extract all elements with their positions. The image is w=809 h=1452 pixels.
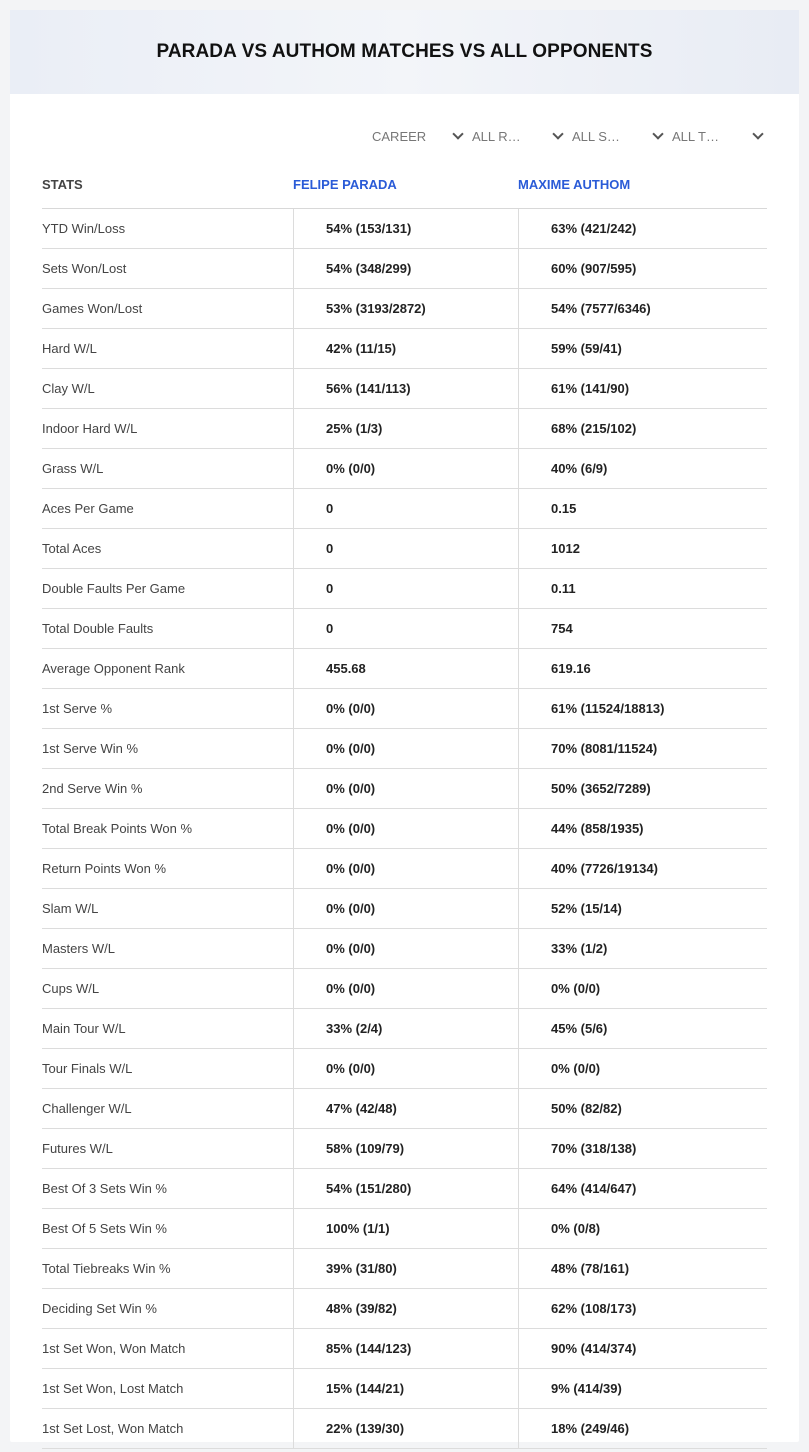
stat-label: Double Faults Per Game: [42, 581, 186, 596]
table-body: [42, 209, 767, 1449]
header-stats: STATS: [42, 176, 83, 192]
table-row: [42, 249, 767, 289]
player2-value: 48% (78/161): [518, 1249, 767, 1288]
table-row: [42, 289, 767, 329]
player2-value: 50% (3652/7289): [518, 769, 767, 808]
stat-label: Indoor Hard W/L: [42, 421, 138, 436]
player1-value: 100% (1/1): [293, 1209, 518, 1248]
filter-bar: [366, 126, 766, 146]
table-row: [42, 329, 767, 369]
player2-value: 40% (7726/19134): [518, 849, 767, 888]
table-row: [42, 689, 767, 729]
stat-label: Challenger W/L: [42, 1101, 132, 1116]
player1-value: 0% (0/0): [293, 929, 518, 968]
player1-value: 0% (0/0): [293, 689, 518, 728]
player2-value: 61% (141/90): [518, 369, 767, 408]
player1-value: 25% (1/3): [293, 409, 518, 448]
player2-value: 63% (421/242): [518, 209, 767, 248]
player2-value: 59% (59/41): [518, 329, 767, 368]
stat-label: Tour Finals W/L: [42, 1061, 133, 1076]
table-row: [42, 1289, 767, 1329]
stat-label: Return Points Won %: [42, 861, 167, 876]
player1-value: 53% (3193/2872): [293, 289, 518, 328]
player2-value: 0.11: [518, 569, 767, 608]
table-row: [42, 1009, 767, 1049]
table-row: [42, 409, 767, 449]
stat-label: Deciding Set Win %: [42, 1301, 157, 1316]
stat-label: 1st Set Won, Won Match: [42, 1341, 186, 1356]
table-row: [42, 1089, 767, 1129]
player2-value: 45% (5/6): [518, 1009, 767, 1048]
player2-value: 68% (215/102): [518, 409, 767, 448]
table-row: [42, 449, 767, 489]
player1-value: 54% (151/280): [293, 1169, 518, 1208]
filter-period-label: CAREER: [372, 128, 427, 144]
filter-period-select[interactable]: [366, 126, 466, 146]
player2-value: 0% (0/0): [518, 1049, 767, 1088]
table-row: [42, 1369, 767, 1409]
table-header: [42, 160, 767, 209]
player1-value: 22% (139/30): [293, 1409, 518, 1448]
header-player1-link[interactable]: FELIPE PARADA: [293, 176, 397, 192]
table-row: [42, 569, 767, 609]
player1-value: 0: [293, 529, 518, 568]
player1-value: 0% (0/0): [293, 449, 518, 488]
table-row: [42, 489, 767, 529]
table-row: [42, 649, 767, 689]
table-row: [42, 209, 767, 249]
player1-value: 0: [293, 609, 518, 648]
player1-value: 0% (0/0): [293, 729, 518, 768]
player1-value: 0: [293, 489, 518, 528]
player2-value: 50% (82/82): [518, 1089, 767, 1128]
stat-label: Aces Per Game: [42, 501, 134, 516]
player2-value: 64% (414/647): [518, 1169, 767, 1208]
player1-value: 33% (2/4): [293, 1009, 518, 1048]
stat-label: Slam W/L: [42, 901, 99, 916]
player1-value: 39% (31/80): [293, 1249, 518, 1288]
player1-value: 54% (348/299): [293, 249, 518, 288]
stat-label: Total Aces: [42, 541, 102, 556]
table-row: [42, 969, 767, 1009]
player1-value: 48% (39/82): [293, 1289, 518, 1328]
player2-value: 61% (11524/18813): [518, 689, 767, 728]
player2-value: 70% (318/138): [518, 1129, 767, 1168]
stat-label: Sets Won/Lost: [42, 261, 127, 276]
player1-value: 54% (153/131): [293, 209, 518, 248]
player1-value: 47% (42/48): [293, 1089, 518, 1128]
table-row: [42, 769, 767, 809]
stat-label: Total Break Points Won %: [42, 821, 193, 836]
stat-label: Main Tour W/L: [42, 1021, 126, 1036]
stat-label: Grass W/L: [42, 461, 104, 476]
player2-value: 62% (108/173): [518, 1289, 767, 1328]
table-row: [42, 1329, 767, 1369]
player1-value: 85% (144/123): [293, 1329, 518, 1368]
filter-round-select[interactable]: [466, 126, 566, 146]
player2-value: 44% (858/1935): [518, 809, 767, 848]
player2-value: 90% (414/374): [518, 1329, 767, 1368]
table-row: [42, 609, 767, 649]
player1-value: 0: [293, 569, 518, 608]
table-row: [42, 1249, 767, 1289]
player2-value: 52% (15/14): [518, 889, 767, 928]
stats-table: [42, 160, 767, 1449]
chevron-down-icon: [452, 128, 463, 139]
filter-tournament-label: ALL T…: [672, 128, 719, 144]
filter-surface-select[interactable]: [566, 126, 666, 146]
player1-value: 56% (141/113): [293, 369, 518, 408]
player1-value: 0% (0/0): [293, 809, 518, 848]
stat-label: Clay W/L: [42, 381, 95, 396]
table-row: [42, 529, 767, 569]
stat-label: 1st Serve Win %: [42, 741, 139, 756]
table-row: [42, 1049, 767, 1089]
stat-label: 2nd Serve Win %: [42, 781, 143, 796]
stat-label: 1st Set Won, Lost Match: [42, 1381, 184, 1396]
table-row: [42, 729, 767, 769]
player2-value: 0% (0/8): [518, 1209, 767, 1248]
stat-label: 1st Set Lost, Won Match: [42, 1421, 184, 1436]
stat-label: Best Of 5 Sets Win %: [42, 1221, 167, 1236]
player1-value: 0% (0/0): [293, 769, 518, 808]
table-row: [42, 1409, 767, 1449]
stats-card: [10, 10, 799, 1442]
header-player2-link[interactable]: MAXIME AUTHOM: [518, 176, 631, 192]
stat-label: Average Opponent Rank: [42, 661, 185, 676]
player2-value: 70% (8081/11524): [518, 729, 767, 768]
player2-value: 33% (1/2): [518, 929, 767, 968]
player1-value: 58% (109/79): [293, 1129, 518, 1168]
stat-label: Total Double Faults: [42, 621, 154, 636]
chevron-down-icon: [552, 128, 563, 139]
player1-value: 0% (0/0): [293, 849, 518, 888]
stat-label: Total Tiebreaks Win %: [42, 1261, 171, 1276]
player1-value: 15% (144/21): [293, 1369, 518, 1408]
player2-value: 754: [518, 609, 767, 648]
table-row: [42, 929, 767, 969]
stat-label: Games Won/Lost: [42, 301, 143, 316]
filter-tournament-select[interactable]: [666, 126, 766, 146]
stat-label: 1st Serve %: [42, 701, 113, 716]
chevron-down-icon: [752, 128, 763, 139]
player2-value: 18% (249/46): [518, 1409, 767, 1448]
player2-value: 619.16: [518, 649, 767, 688]
player2-value: 60% (907/595): [518, 249, 767, 288]
table-row: [42, 1209, 767, 1249]
player1-value: 455.68: [293, 649, 518, 688]
stat-label: Best Of 3 Sets Win %: [42, 1181, 167, 1196]
table-row: [42, 809, 767, 849]
stat-label: Hard W/L: [42, 341, 97, 356]
table-row: [42, 889, 767, 929]
player1-value: 0% (0/0): [293, 1049, 518, 1088]
table-row: [42, 369, 767, 409]
table-row: [42, 849, 767, 889]
table-row: [42, 1129, 767, 1169]
page-title: PARADA VS AUTHOM MATCHES VS ALL OPPONENTS: [156, 41, 653, 62]
filter-surface-label: ALL S…: [572, 128, 620, 144]
player1-value: 0% (0/0): [293, 969, 518, 1008]
stat-label: YTD Win/Loss: [42, 221, 126, 236]
card-header: [10, 10, 799, 94]
stat-label: Futures W/L: [42, 1141, 113, 1156]
stat-label: Masters W/L: [42, 941, 115, 956]
player1-value: 42% (11/15): [293, 329, 518, 368]
stat-label: Cups W/L: [42, 981, 100, 996]
player2-value: 0% (0/0): [518, 969, 767, 1008]
player2-value: 9% (414/39): [518, 1369, 767, 1408]
filter-round-label: ALL R…: [472, 128, 521, 144]
player1-value: 0% (0/0): [293, 889, 518, 928]
player2-value: 1012: [518, 529, 767, 568]
player2-value: 54% (7577/6346): [518, 289, 767, 328]
table-row: [42, 1169, 767, 1209]
chevron-down-icon: [652, 128, 663, 139]
player2-value: 0.15: [518, 489, 767, 528]
player2-value: 40% (6/9): [518, 449, 767, 488]
